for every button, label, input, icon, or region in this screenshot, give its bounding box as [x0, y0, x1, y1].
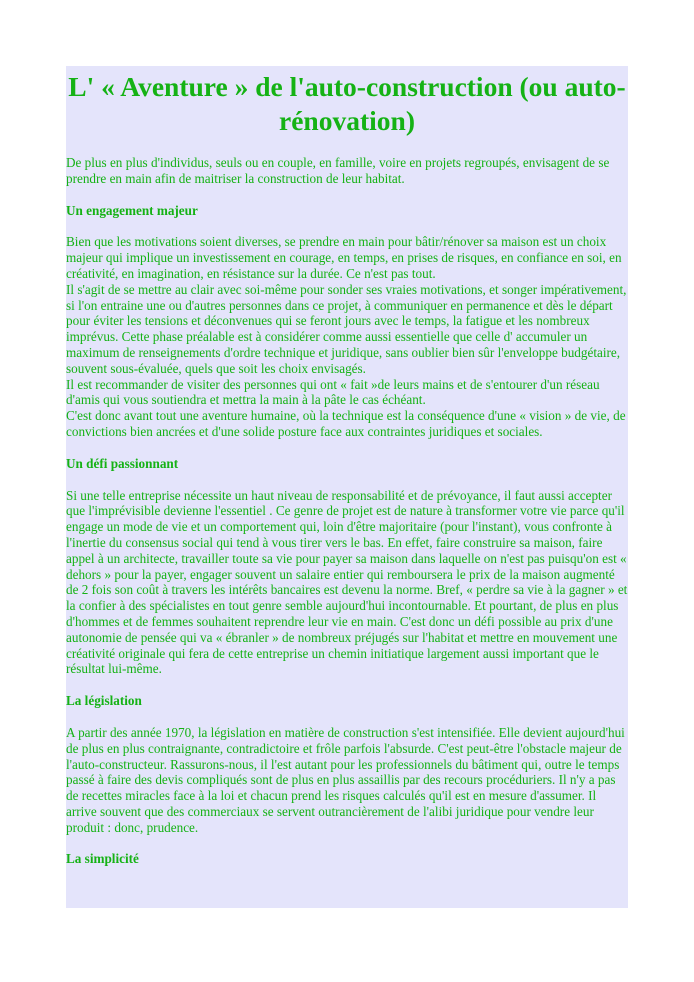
paragraph: Il est recommander de visiter des personnes qui ont « fait »de leurs mains et de s'entourer d'un réseau d'amis qui vous soutiendra et mettra la main à la pâte le cas échéant. [66, 376, 600, 408]
section-heading-legislation: La législation [66, 693, 142, 709]
paragraph: Il s'agit de se mettre au clair avec soi-même pour sonder ses vraies motivations, et songer impérativement, si l'on entraine une ou d'autres personnes dans ce projet, à communiquer en permanence et dès le départ pour éviter les tensions et déconvenues qui se feront jours avec le temps, la fatigue et les nombreux imprévus. Cette phase préalable est à considérer comme aussi essentielle que celle d' accumuler un maximum de renseignements d'ordre technique et juridique, sans oublier bien sûr l'enveloppe budgétaire, souvent sous-évaluée, quels que soit les choix envisagés. [66, 281, 627, 376]
article-panel [66, 66, 628, 908]
intro-paragraph: De plus en plus d'individus, seuls ou en couple, en famille, voire en projets regroupés, envisagent de se prendre en main afin de maitriser la construction de leur habitat. [66, 155, 610, 186]
paragraph: Bien que les motivations soient diverses, se prendre en main pour bâtir/rénover sa maison est un choix majeur qui implique un investissement en courage, en temps, en prises de risques, en confiance en soi, en créativité, en imagination, en résistance sur la durée. Ce n'est pas tout. [66, 234, 622, 281]
paragraph: Si une telle entreprise nécessite un haut niveau de responsabilité et de prévoyance, il faut aussi accepter que l'imprévisible devienne l'essentiel . Ce genre de projet est de nature à transformer votre vie parce qu'il engage un mode de vie et un comportement qui, loin d'être majoritaire (pour l'instant), vous confronte à l'inertie du consensus social qui tend à vous tirer vers le bas. En effet, faire construire sa maison, faire appel à un architecte, travailler toute sa vie pour payer sa maison dans laquelle on n'est pas puisqu'on est « dehors » pour la payer, engager souvent un salaire entier qui remboursera le prix de la maison augmenté de 2 fois son coût à travers les intérêts bancaires est devenu la norme. Bref, « perdre sa vie à la gagner » et la confier à des spécialistes en tout genre semble aujourd'hui incontournable. Et pourtant, de plus en plus d'hommes et de femmes souhaitent reprendre leur vie en main. C'est donc un défi possible au prix d'une autonomie de pensée qui va « ébranler » de nombreux préjugés sur l'habitat et mettre en mouvement une créativité originale qui fera de cette entreprise un chemin initiatique largement aussi important que le résultat lui-même. [66, 487, 628, 677]
page-title: L' « Aventure » de l'auto-construction (ou auto-rénovation) [68, 71, 626, 136]
section-heading-simplicite: La simplicité [66, 851, 139, 867]
section-heading-defi: Un défi passionnant [66, 455, 179, 471]
paragraph: A partir des année 1970, la législation en matière de construction s'est intensifiée. Elle devient aujourd'hui de plus en plus contraignante, contradictoire et frôle parfois l'absurde. C'est peut-être l'obstacle majeur de l'auto-constructeur. Rassurons-nous, il l'est autant pour les professionnels du bâtiment qui, outre le temps passé à faire des devis compliqués sont de plus en plus assaillis par des recours procéduriers. Il n'y a pas de recettes miracles face à la loi et chacun prend les risques calculés qu'il est en mesure d'assumer. Il arrive souvent que des commerciaux se servent outrancièrement de l'alibi juridique pour vendre leur produit : donc, prudence. [66, 724, 625, 835]
paragraph: C'est donc avant tout une aventure humaine, où la technique est la conséquence d'une « vision » de vie, de convictions bien ancrées et d'une solide posture face aux contraintes juridiques et sociales. [66, 408, 626, 439]
article-body [66, 155, 628, 867]
section-heading-engagement: Un engagement majeur [66, 202, 198, 218]
